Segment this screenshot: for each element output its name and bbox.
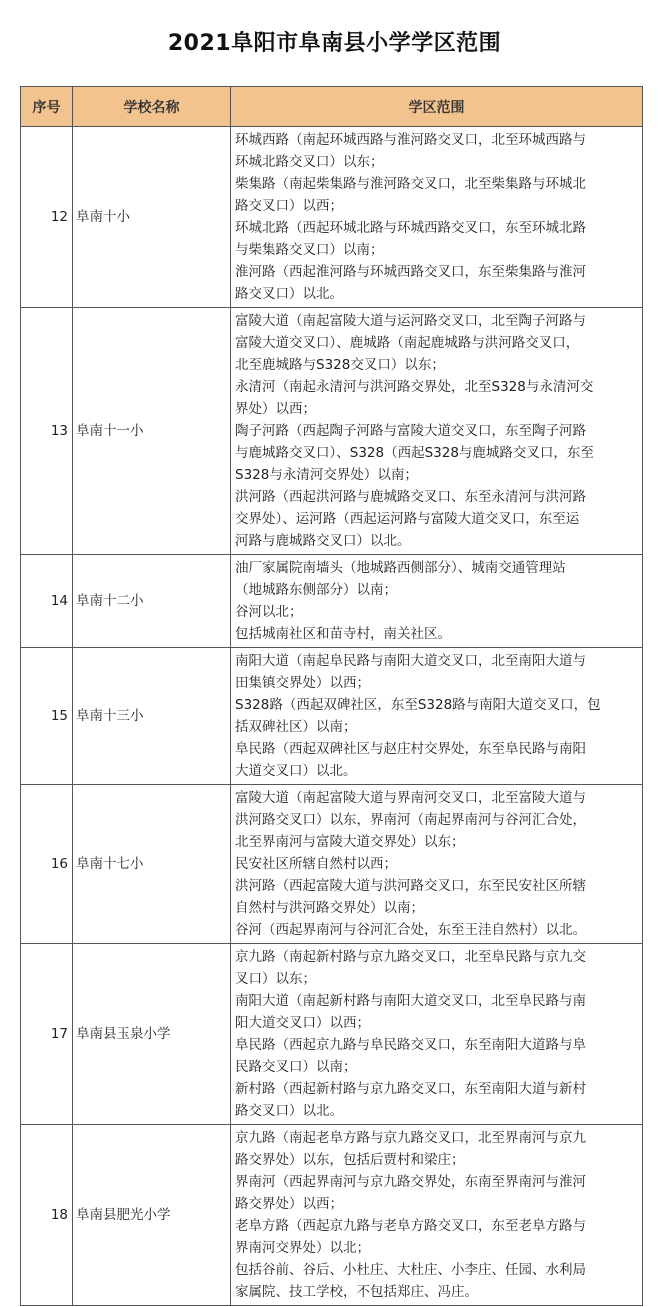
table-row: [21, 648, 643, 785]
area-line: 富陵大道（南起富陵大道与界南河交叉口，北至富陵大道与 洪河路交叉口）以东，界南河（南起界南河与谷河汇合处， 北至界南河与富陵大道交界处）以东；: [235, 790, 586, 850]
area-line: 谷河以北；: [235, 604, 303, 620]
school-name: 阜南十小: [73, 127, 231, 308]
table-row: [21, 944, 643, 1125]
row-number: 12: [21, 127, 73, 308]
district-area: [231, 555, 643, 648]
header-school: 学校名称: [73, 87, 231, 127]
area-line: 阜民路（西起京九路与阜民路交叉口，东至南阳大道路与阜 民路交叉口）以南；: [235, 1037, 586, 1075]
school-name: 阜南县肥光小学: [73, 1125, 231, 1306]
area-line: 界南河（西起界南河与京九路交界处，东南至界南河与淮河 路交界处）以西；: [235, 1174, 586, 1212]
table-row: [21, 127, 643, 308]
area-line: 包括城南社区和苗寺村，南关社区。: [235, 626, 451, 642]
table-row: [21, 1125, 643, 1306]
school-name: 阜南县玉泉小学: [73, 944, 231, 1125]
header-num: 序号: [21, 87, 73, 127]
area-line: 南阳大道（南起新村路与南阳大道交叉口，北至阜民路与南 阳大道交叉口）以西；: [235, 993, 586, 1031]
area-line: 京九路（南起老阜方路与京九路交叉口，北至界南河与京九 路交界处）以东，包括后贾村和梁庄；: [235, 1130, 586, 1168]
area-line: 环城西路（南起环城西路与淮河路交叉口，北至环城西路与 环城北路交叉口）以东；: [235, 132, 586, 170]
school-name: 阜南十二小: [73, 555, 231, 648]
row-number: 18: [21, 1125, 73, 1306]
row-number: 16: [21, 785, 73, 944]
table-header-row: [21, 87, 643, 127]
area-line: 谷河（西起界南河与谷河汇合处，东至王洼自然村）以北。: [235, 922, 586, 938]
row-number: 15: [21, 648, 73, 785]
school-name: 阜南十七小: [73, 785, 231, 944]
table-row: [21, 785, 643, 944]
row-number: 13: [21, 308, 73, 555]
district-area: [231, 944, 643, 1125]
area-line: 京九路（南起新村路与京九路交叉口，北至阜民路与京九交 叉口）以东；: [235, 949, 586, 987]
area-line: 新村路（西起新村路与京九路交叉口，东至南阳大道与新村 路交叉口）以北。: [235, 1081, 586, 1119]
district-area: [231, 308, 643, 555]
area-line: 老阜方路（西起京九路与老阜方路交叉口，东至老阜方路与 界南河交界处）以北；: [235, 1218, 586, 1256]
district-area: [231, 648, 643, 785]
area-line: 油厂家属院南墙头（地城路西侧部分）、城南交通管理站 （地城路东侧部分）以南；: [235, 560, 566, 598]
school-name: 阜南十三小: [73, 648, 231, 785]
area-line: 洪河路（西起洪河路与鹿城路交叉口、东至永清河与洪河路 交界处）、运河路（西起运河路与富陵大道交叉口，东至运 河路与鹿城路交叉口）以北。: [235, 489, 586, 549]
header-area: 学区范围: [231, 87, 643, 127]
area-line: 陶子河路（西起陶子河路与富陵大道交叉口，东至陶子河路 与鹿城路交叉口）、S328（西起S328与鹿城路交叉口，东至 S328与永清河交界处）以南；: [235, 423, 594, 483]
school-district-table: [20, 86, 643, 1306]
area-line: S328路（西起双碑社区，东至S328路与南阳大道交叉口，包 括双碑社区）以南；: [235, 697, 601, 735]
row-number: 17: [21, 944, 73, 1125]
page-title: 2021阜阳市阜南县小学学区范围: [167, 31, 502, 56]
district-area: [231, 127, 643, 308]
area-line: 包括谷前、谷后、小杜庄、大杜庄、小李庄、任园、水利局 家属院、技工学校，不包括郑庄、冯庄。: [235, 1262, 586, 1300]
area-line: 永清河（南起永清河与洪河路交界处，北至S328与永清河交 界处）以西；: [235, 379, 594, 417]
area-line: 富陵大道（南起富陵大道与运河路交叉口，北至陶子河路与 富陵大道交叉口）、鹿城路（南起鹿城路与洪河路交叉口， 北至鹿城路与S328交叉口）以东；: [235, 313, 586, 373]
table-row: [21, 555, 643, 648]
district-area: [231, 785, 643, 944]
area-line: 南阳大道（南起阜民路与南阳大道交叉口，北至南阳大道与 田集镇交界处）以西；: [235, 653, 586, 691]
area-line: 民安社区所辖自然村以西；: [235, 856, 397, 872]
area-line: 阜民路（西起双碑社区与赵庄村交界处，东至阜民路与南阳 大道交叉口）以北。: [235, 741, 586, 779]
row-number: 14: [21, 555, 73, 648]
area-line: 环城北路（西起环城北路与环城西路交叉口，东至环城北路 与柴集路交叉口）以南；: [235, 220, 586, 258]
table-row: [21, 308, 643, 555]
area-line: 淮河路（西起淮河路与环城西路交叉口，东至柴集路与淮河 路交叉口）以北。: [235, 264, 586, 302]
area-line: 柴集路（南起柴集路与淮河路交叉口，北至柴集路与环城北 路交叉口）以西；: [235, 176, 586, 214]
area-line: 洪河路（西起富陵大道与洪河路交叉口，东至民安社区所辖 自然村与洪河路交界处）以南；: [235, 878, 586, 916]
school-name: 阜南十一小: [73, 308, 231, 555]
district-area: [231, 1125, 643, 1306]
